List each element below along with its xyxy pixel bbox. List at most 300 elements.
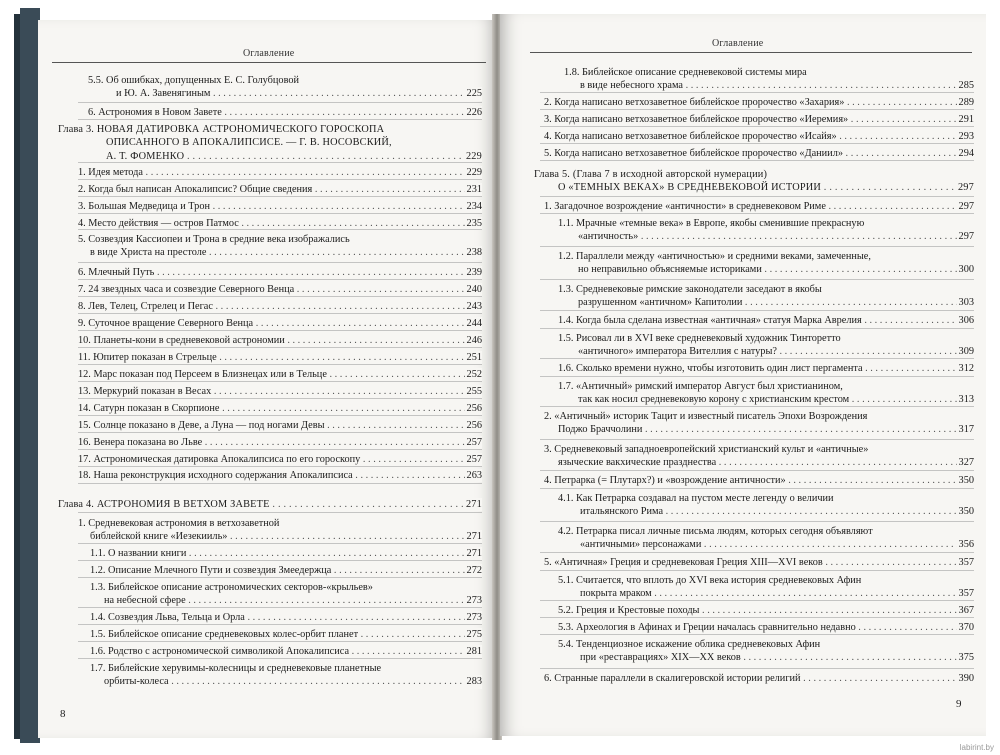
toc-entry-line [558,332,974,345]
toc-entry-title: 3. Большая Медведица и Трон . . . [78,200,482,213]
toc-entry-page: 350 [958,474,974,486]
toc-entry-line-last [78,266,482,279]
header-rule-left [52,62,486,63]
toc-entry-title: «античными» персонажами . . . [580,538,974,551]
header-rule-right [530,52,972,53]
toc-entry-page: 244 [466,317,482,329]
toc-entry-title: 1.1. О названии книги . . . [90,547,482,560]
toc-separator [540,634,974,635]
left-page [38,20,496,738]
toc-entry-title: 5. Созвездия Кассиопеи и Трона в средние века изображались [78,233,350,245]
toc-entry [38,317,482,330]
toc-entry [500,113,974,126]
toc-entry [500,604,974,617]
toc-entry-line-last [90,547,482,560]
toc-entry [500,200,974,213]
toc-entry-line-last [78,351,482,364]
toc-separator [78,229,482,230]
toc-separator [540,358,974,359]
toc-entry-line-last [544,474,974,487]
toc-separator [540,521,974,522]
toc-entry [500,66,974,93]
toc-entry-page: 257 [466,453,482,465]
toc-entry-line-last [558,362,974,375]
toc-entry-page: 313 [958,394,974,406]
toc-entry [38,611,482,624]
toc-entry [500,410,974,437]
toc-entry-title: 8. Лев, Телец, Стрелец и Пегас . . . [78,300,482,313]
toc-entry-title: 4. Место действия — остров Патмос . . . [78,217,482,230]
toc-entry-line [58,123,482,136]
toc-entry-line-last [104,594,482,607]
toc-entry-line-last [90,246,482,259]
toc-entry-page: 273 [466,611,482,623]
toc-entry [38,564,482,577]
toc-entry-title: 4.2. Петрарка писал личные письма людям, которых сегодня объявляют [558,525,873,537]
toc-entry-page: 272 [466,564,482,576]
toc-separator [540,600,974,601]
toc-entry [500,556,974,569]
toc-separator [78,196,482,197]
toc-entry [38,74,482,101]
toc-entry-line-last [58,498,482,511]
toc-entry [38,517,482,544]
toc-separator [78,279,482,280]
toc-separator [540,279,974,280]
toc-entry-title: 2. Когда написано ветхозаветное библейское пророчество «Захария» . . . [544,96,974,109]
toc-entry-title: 1. Идея метода . . . [78,166,482,179]
toc-entry-line-last [78,436,482,449]
toc-entry [500,168,974,195]
toc-entry-title: 14. Сатурн показан в Скорпионе . . . [78,402,482,415]
toc-entry-page: 370 [958,621,974,633]
toc-separator [78,313,482,314]
toc-separator [78,415,482,416]
toc-entry [500,314,974,327]
toc-entry-title: при «реставрациях» XIX—XX веков . . . [580,651,974,664]
toc-entry-title: 7. 24 звездных часа и созвездие Северного Венца . . . [78,283,482,296]
toc-entry-title: 1.7. «Античный» римский император Август был христианином, [558,380,843,392]
toc-entry [500,621,974,634]
toc-entry [500,380,974,407]
toc-entry-page: 239 [466,266,482,278]
toc-entry [38,283,482,296]
toc-entry-title: 16. Венера показана во Льве . . . [78,436,482,449]
toc-entry-title: 6. Млечный Путь . . . [78,266,482,279]
toc-entry-line-last [116,87,482,100]
toc-entry [38,385,482,398]
toc-entry [500,217,974,244]
toc-entry-title: и Ю. А. Завенягиным . . . [116,87,482,100]
toc-entry-title: 1.6. Сколько времени нужно, чтобы изготовить один лист пергамента . . . [558,362,974,375]
toc-entry-line-last [558,314,974,327]
toc-entry-line-last [78,317,482,330]
toc-entry-line [88,74,482,87]
toc-entry-title: 4.1. Как Петрарка создавал на пустом месте легенду о величии [558,492,834,504]
running-header-right: Оглавление [712,38,764,49]
toc-entry-page: 251 [466,351,482,363]
toc-entry [500,525,974,552]
toc-entry-line [544,410,974,423]
toc-entry-line-last [78,300,482,313]
toc-entry-title: 1.1. Мрачные «темные века» в Европе, якобы сменившие прекрасную [558,217,865,229]
right-page [500,14,986,736]
toc-entry [38,183,482,196]
toc-entry [500,443,974,470]
toc-separator [78,607,482,608]
toc-entry [38,419,482,432]
toc-entry [500,474,974,487]
toc-entry [38,266,482,279]
toc-entry-title: 9. Суточное вращение Северного Венца . . . [78,317,482,330]
toc-entry-page: 357 [958,588,974,600]
toc-entry-line-last [544,113,974,126]
toc-separator [78,102,482,103]
toc-entry-title: «античность» . . . [578,230,974,243]
toc-entry-line-last [90,645,482,658]
toc-entry [500,638,974,665]
toc-separator [78,658,482,659]
toc-entry-page: 291 [958,113,974,125]
toc-entry-page: 294 [958,147,974,159]
toc-entry-page: 367 [958,604,974,616]
toc-entry-line-last [544,96,974,109]
toc-entry-line-last [580,587,974,600]
toc-entry-page: 271 [465,498,482,510]
toc-entry-page: 285 [958,80,974,92]
toc-entry-page: 375 [958,652,974,664]
toc-separator [540,470,974,471]
toc-entry-title: 3. Средневековый западноевропейский христианский культ и «античные» [544,443,869,455]
toc-separator [78,624,482,625]
toc-separator [78,296,482,297]
toc-entry-title: в виде Христа на престоле . . . [90,246,482,259]
toc-separator [540,92,974,93]
toc-entry-title: 5.4. Тенденциозное искажение облика средневековых Афин [558,638,821,650]
toc-entry-page: 356 [958,539,974,551]
toc-entry-line-last [558,423,974,436]
toc-entry [500,250,974,277]
toc-entry-title: 1.8. Библейское описание средневековой системы мира [564,66,807,78]
toc-entry-page: 357 [958,556,974,568]
toc-entry [38,334,482,347]
toc-entry-page: 243 [466,300,482,312]
toc-entry-title: 6. Астрономия в Новом Завете . . . [88,106,482,119]
toc-entry-line-last [558,181,974,194]
toc-entry-page: 225 [466,88,482,100]
toc-separator [78,381,482,382]
toc-entry-page: 238 [466,247,482,259]
toc-entry [38,166,482,179]
toc-separator [78,577,482,578]
toc-separator [78,543,482,544]
toc-entry-line-last [558,621,974,634]
toc-entry-line-last [578,230,974,243]
toc-entry-line [558,638,974,651]
toc-entry-line-last [578,345,974,358]
toc-entry [500,492,974,519]
toc-separator [540,668,974,669]
toc-separator [540,160,974,161]
toc-separator [540,406,974,407]
toc-entry-page: 306 [958,314,974,326]
toc-entry-line-last [544,556,974,569]
toc-separator [78,641,482,642]
toc-separator [78,398,482,399]
toc-entry-title: 3. Когда написано ветхозаветное библейское пророчество «Иеремия» . . . [544,113,974,126]
toc-separator [540,488,974,489]
toc-entry [38,498,482,511]
toc-entry-title: 1.5. Рисовал ли в XVI веке средневековый художник Тинторетто [558,332,841,344]
toc-entry-page: 327 [958,457,974,469]
toc-entry-title: 1.5. Библейское описание средневековых колес-орбит планет . . . [90,628,482,641]
toc-entry-page: 390 [958,672,974,684]
toc-entry-page: 297 [958,200,974,212]
toc-entry-page: 309 [958,346,974,358]
toc-separator [540,126,974,127]
toc-entry-line-last [544,130,974,143]
toc-separator [78,330,482,331]
toc-entry [38,368,482,381]
toc-entry [38,662,482,689]
toc-entry-line [558,492,974,505]
toc-entry-page: 257 [466,436,482,448]
toc-entry-line [78,517,482,530]
toc-separator [78,449,482,450]
toc-entry-title: Глава 3. НОВАЯ ДАТИРОВКА АСТРОНОМИЧЕСКОГО ГОРОСКОПА [58,123,385,135]
toc-entry-page: 226 [466,106,482,118]
toc-separator [540,570,974,571]
watermark: labirint.by [959,743,994,752]
toc-entry-title: языческие вакхические празднества . . . [558,456,974,469]
toc-entry-line-last [78,283,482,296]
toc-entry [500,362,974,375]
toc-entry-page: 252 [466,368,482,380]
toc-entry-page: 312 [958,362,974,374]
toc-separator [78,262,482,263]
toc-entry-title: так как носил средневековую корону с христианским крестом . . . [578,393,974,406]
toc-entry-page: 303 [958,297,974,309]
toc-entry-title: Поджо Браччолини . . . [558,423,974,436]
toc-entry-line [564,66,974,79]
toc-entry [38,453,482,466]
toc-entry-page: 289 [958,96,974,108]
toc-entry-title: 1. Средневековая астрономия в ветхозаветной [78,517,280,529]
running-header-left: Оглавление [243,48,295,59]
toc-entry-line [558,250,974,263]
toc-entry-title: 11. Юпитер показан в Стрельце . . . [78,351,482,364]
toc-entry-title: 12. Марс показан под Персеем в Близнецах или в Тельце . . . [78,368,482,381]
toc-entry-page: 283 [466,676,482,688]
book-cover [20,8,40,743]
toc-entry [38,200,482,213]
toc-entry-page: 231 [466,183,482,195]
toc-entry-title: 10. Планеты-кони в средневековой астрономии . . . [78,334,482,347]
toc-separator [78,179,482,180]
toc-entry [38,123,482,163]
toc-separator [78,347,482,348]
toc-entry [38,645,482,658]
toc-separator [540,617,974,618]
toc-entry-title: но неправильно объясняемые историками . . . [578,263,974,276]
toc-entry-title: 5. «Античная» Греция и средневековая Греция XIII—XVI веков . . . [544,556,974,569]
toc-entry-title: 1.4. Созвездия Льва, Тельца и Орла . . . [90,611,482,624]
toc-entry-title: 5.1. Считается, что вплоть до XVI века история средневековых Афин [558,574,862,586]
toc-entry [38,402,482,415]
toc-entry-line-last [578,296,974,309]
toc-entry-title: 1.4. Когда была сделана известная «античная» статуя Марка Аврелия . . . [558,314,974,327]
toc-entry-line [558,525,974,538]
toc-separator [78,162,482,163]
toc-entry-page: 297 [957,182,974,194]
toc-entry-page: 246 [466,334,482,346]
toc-entry [500,147,974,160]
toc-entry-title: орбиты-колеса . . . [104,675,482,688]
toc-entry-title: ОПИСАННОГО В АПОКАЛИПСИСЕ. — Г. В. НОСОВСКИЙ, [106,137,392,149]
toc-entry-page: 234 [466,200,482,212]
toc-entry [500,130,974,143]
toc-entry-page: 317 [958,424,974,436]
toc-separator [78,119,482,120]
toc-entry-line-last [580,651,974,664]
toc-entry [38,351,482,364]
toc-entry-line-last [78,368,482,381]
toc-entry-title: 1.2. Описание Млечного Пути и созвездия Змеедержца . . . [90,564,482,577]
toc-separator [78,483,482,484]
toc-entry-page: 273 [466,595,482,607]
toc-entry [500,283,974,310]
toc-entry-line-last [90,530,482,543]
toc-separator [78,432,482,433]
toc-entry-title: «античного» императора Вителлия с натуры? . . . [578,345,974,358]
toc-entry [38,547,482,560]
toc-entry-page: 271 [466,547,482,559]
toc-separator [78,560,482,561]
toc-separator [78,364,482,365]
toc-entry-page: 235 [466,217,482,229]
toc-entry-line-last [544,672,974,685]
toc-entry-title: О «ТЕМНЫХ ВЕКАХ» В СРЕДНЕВЕКОВОЙ ИСТОРИИ . . . [558,181,974,194]
toc-entry-line [558,217,974,230]
toc-entry-title: библейской книге «Иезекииль» . . . [90,530,482,543]
toc-entry-line [90,662,482,675]
page-number-right: 9 [956,698,962,710]
toc-entry-page: 229 [465,150,482,162]
toc-entry-page: 255 [466,385,482,397]
page-number-left: 8 [60,708,66,720]
toc-entry-title: 1.3. Библейское описание астрономических секторов-«крыльев» [90,581,373,593]
toc-entry-page: 256 [466,419,482,431]
toc-separator [540,310,974,311]
toc-entry-title: разрушенном «античном» Капитолии . . . [578,296,974,309]
toc-entry [38,106,482,119]
toc-entry-line [544,443,974,456]
toc-entry-title: 5.3. Археология в Афинах и Греции началась сравнительно недавно . . . [558,621,974,634]
toc-entry-line-last [90,628,482,641]
toc-entry-line-last [544,147,974,160]
toc-entry-page: 300 [958,264,974,276]
toc-entry-title: 13. Меркурий показан в Весах . . . [78,385,482,398]
toc-entry-line-last [578,393,974,406]
toc-entry-page: 281 [466,645,482,657]
toc-entry-line-last [78,419,482,432]
toc-separator [78,213,482,214]
toc-entry-line-last [78,402,482,415]
toc-entry-line-last [78,334,482,347]
toc-entry-line-last [90,611,482,624]
toc-entry-line [90,581,482,594]
toc-entry-title: 4. Когда написано ветхозаветное библейское пророчество «Исайя» . . . [544,130,974,143]
toc-entry-page: 275 [466,628,482,640]
toc-entry-title: 1.6. Родство с астрономической символикой Апокалипсиса . . . [90,645,482,658]
toc-entry-page: 256 [466,402,482,414]
toc-entry-line-last [78,469,482,482]
toc-entry-line-last [580,505,974,518]
toc-entry-line-last [580,79,974,92]
toc-entry-line-last [558,456,974,469]
toc-separator [540,439,974,440]
toc-entry-title: 5.5. Об ошибках, допущенных Е. С. Голубцовой [88,74,300,86]
toc-entry-line [78,233,482,246]
toc-entry-title: 1.7. Библейские херувимы-колесницы и средневековые планетные [90,662,382,674]
toc-entry-title: на небесной сфере . . . [104,594,482,607]
toc-entry [38,469,482,482]
toc-entry-title: итальянского Рима . . . [580,505,974,518]
toc-entry [500,96,974,109]
toc-separator [540,143,974,144]
toc-entry-page: 271 [466,531,482,543]
toc-separator [540,213,974,214]
toc-entry [500,574,974,601]
toc-separator [78,466,482,467]
toc-entry-title: 1.3. Средневековые римские законодатели заседают в якобы [558,283,822,295]
toc-entry-line-last [558,604,974,617]
toc-entry-page: 293 [958,130,974,142]
toc-entry-title: 5.2. Греция и Крестовые походы . . . [558,604,974,617]
toc-entry-title: Глава 5. (Глава 7 в исходной авторской нумерации) [534,168,768,180]
toc-entry-line [558,283,974,296]
toc-entry-line-last [580,538,974,551]
toc-entry-page: 240 [466,283,482,295]
toc-separator [540,552,974,553]
toc-entry [38,233,482,260]
toc-entry-title: 4. Петрарка (= Плутарх?) и «возрождение античности» . . . [544,474,974,487]
toc-separator [540,196,974,197]
toc-entry-line [558,380,974,393]
toc-entry-title: 5. Когда написано ветхозаветное библейское пророчество «Даниил» . . . [544,147,974,160]
toc-entry-line-last [578,263,974,276]
toc-entry-line-last [78,166,482,179]
toc-entry [500,672,974,685]
toc-entry-line-last [544,200,974,213]
toc-entry-title: 18. Наша реконструкция исходного содержания Апокалипсиса . . . [78,469,482,482]
toc-entry-line-last [90,564,482,577]
toc-entry-line-last [78,200,482,213]
toc-entry-title: 6. Странные параллели в скалигеровской истории религий . . . [544,672,974,685]
toc-separator [78,512,482,513]
toc-separator [540,376,974,377]
toc-entry-line [534,168,974,181]
toc-entry [38,581,482,608]
toc-separator [540,328,974,329]
toc-entry-title: 1. Загадочное возрождение «античности» в средневековом Риме . . . [544,200,974,213]
toc-entry-page: 350 [958,506,974,518]
toc-entry-title: 17. Астрономическая датировка Апокалипсиса по его гороскопу . . . [78,453,482,466]
toc-entry-title: в виде небесного храма . . . [580,79,974,92]
toc-entry-page: 297 [958,231,974,243]
toc-entry [38,300,482,313]
toc-entry-title: А. Т. ФОМЕНКО . . . [106,150,482,163]
